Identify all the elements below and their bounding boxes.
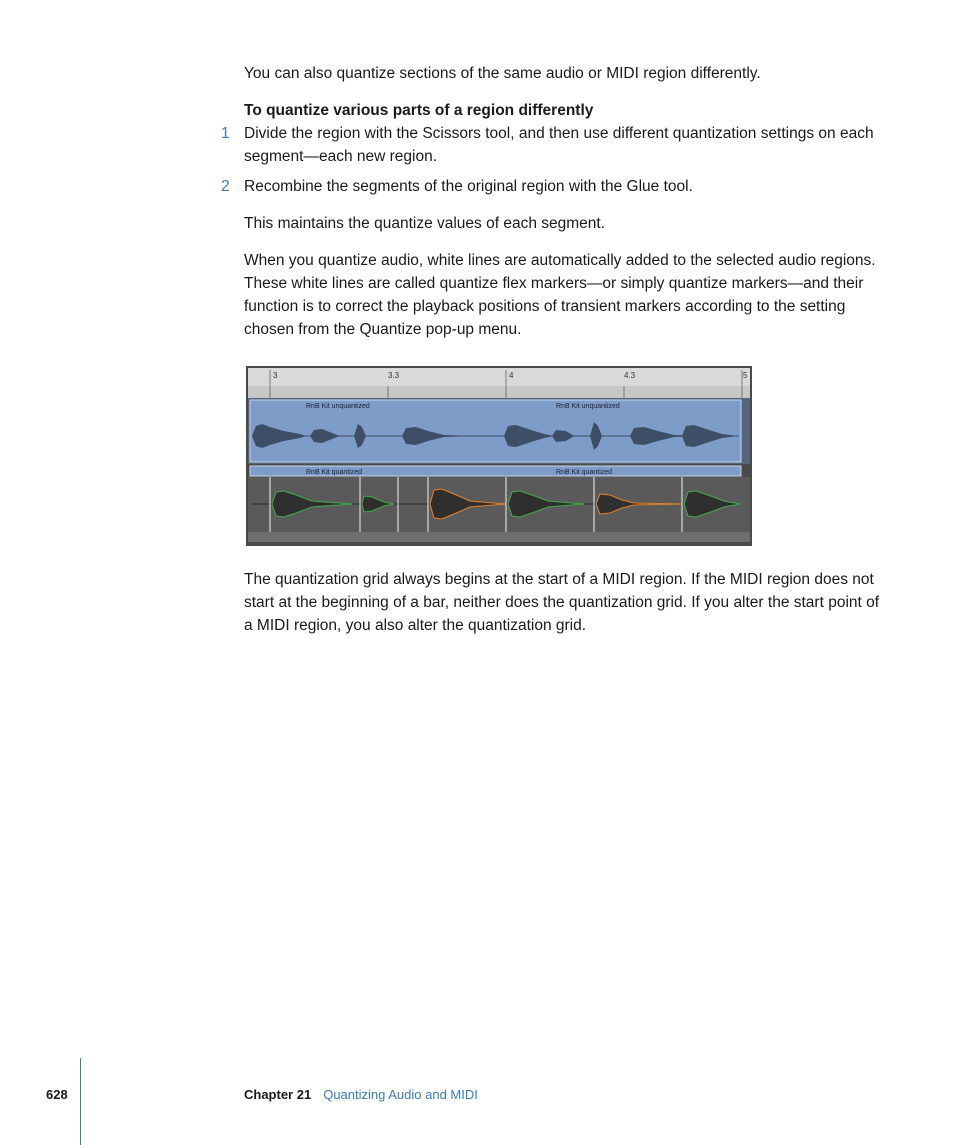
ruler-label: 4.3 [624, 371, 636, 380]
ruler-label: 5 [743, 371, 748, 380]
markers-paragraph: When you quantize audio, white lines are automatically added to the selected audio regions. These white lines are called quantize flex markers—or simply quantize markers—and their function is to correct the playback positions of transient markers according to the setting chosen from the Quantize pop-up menu. [244, 252, 876, 338]
intro-paragraph: You can also quantize sections of the same audio or MIDI region differently. [244, 65, 761, 82]
quantize-screenshot [244, 364, 754, 548]
ruler-label: 4 [509, 371, 514, 380]
region-label: RnB Kit unquantized [556, 403, 620, 410]
grid-paragraph: The quantization grid always begins at the start of a MIDI region. If the MIDI region does not start at the beginning of a bar, neither does the quantization grid. If you alter the start point of a MIDI region, you also alter the quantization grid. [244, 571, 880, 634]
arrange-area [244, 364, 754, 548]
region-label: RnB Kit quantized [556, 469, 613, 476]
region-label: RnB Kit quantized [306, 469, 363, 476]
step-text: Recombine the segments of the original region with the Glue tool. [244, 178, 693, 195]
step-number: 2 [221, 178, 230, 195]
footer-chapter [244, 1087, 478, 1102]
ruler-label: 3 [273, 371, 278, 380]
region-label: RnB Kit unquantized [306, 403, 370, 410]
step-text: Divide the region with the Scissors tool, and then use different quantization settings on each segment—each new region. [244, 125, 874, 165]
result-paragraph: This maintains the quantize values of each segment. [244, 215, 606, 232]
page-number: 628 [46, 1087, 68, 1102]
chapter-label: Chapter 21 [244, 1087, 312, 1102]
step-number: 1 [221, 125, 230, 142]
chapter-title[interactable]: Quantizing Audio and MIDI [323, 1087, 478, 1102]
ruler-label: 3.3 [388, 371, 400, 380]
footer-divider [80, 1058, 81, 1145]
task-heading: To quantize various parts of a region differently [244, 102, 594, 119]
